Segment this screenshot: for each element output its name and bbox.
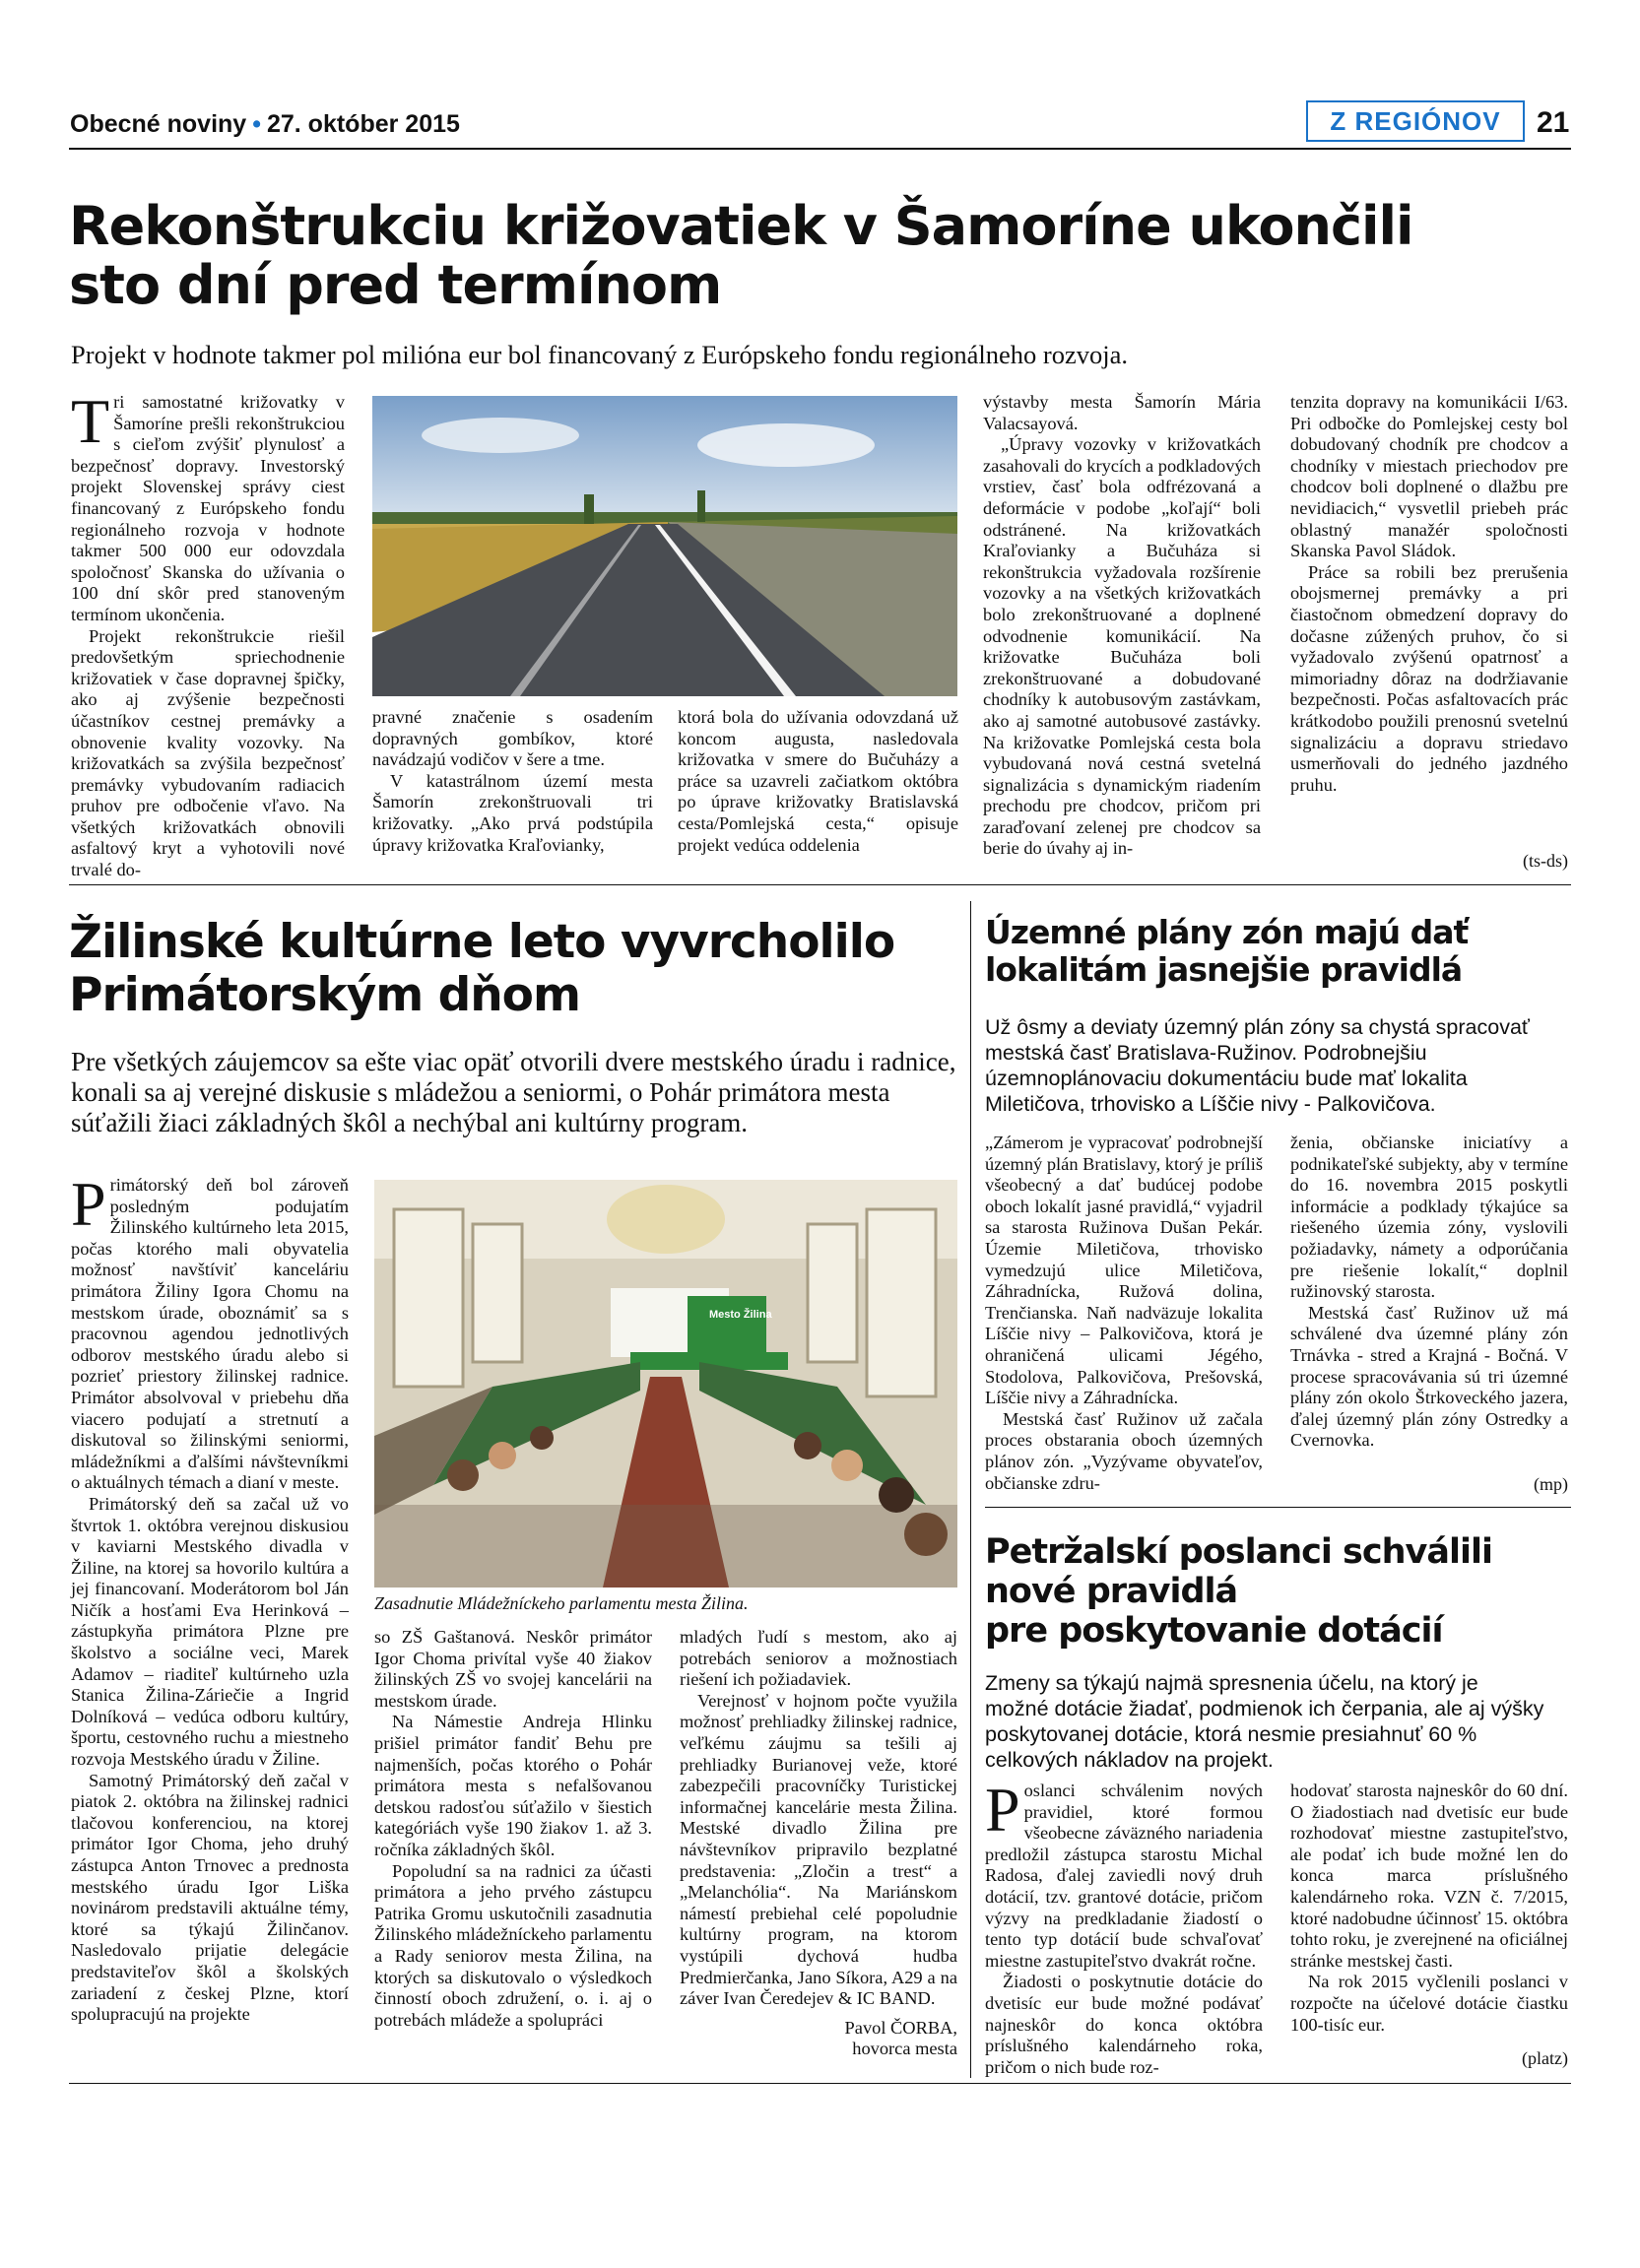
- paragraph: Projekt rekonštrukcie riešil predovšetkým spriechodnenie križovatiek v čase dopravnej špičky, ako aj zvýšenie bezpečnosti účastníkov cestnej premávky a obnovenie kvality vozovky. Na križovatkách sa zvýšila bezpečnosť premávky vybudovaním radiacich pruhov pre odbočenie vľavo. Na všetkých križovatkách obnovili asfaltový kryt a vyhotovili nové trvalé do-: [71, 625, 345, 880]
- paragraph: Žiadosti o poskytnutie dotácie do dvetisíc eur bude možné podávať najneskôr do konca októbra príslušného kalendárneho roka, pričom o nich bude roz-: [985, 1972, 1263, 2077]
- article3-title-line2: lokalitám jasnejšie pravidlá: [985, 950, 1463, 989]
- bullet-icon: •: [252, 110, 261, 138]
- header-rule: [69, 148, 1571, 150]
- article1-title-line1: Rekonštrukciu križovatiek v Šamoríne ukončili: [69, 195, 1413, 257]
- article2-col1: [71, 1169, 349, 2069]
- article2-lead: Pre všetkých záujemcov sa ešte viac opäť otvorili dvere mestského úradu i radnice, konali sa aj verejné diskusie s mládežou a seniormi, o Pohár primátora mesta súťažili žiaci základných škôl a nechýbal ani kultúrny program.: [71, 1047, 956, 1137]
- article4-col2: [1290, 1781, 1568, 2046]
- paragraph: hodovať starosta najneskôr do 60 dní. O žiadostiach nad dvetisíc eur bude rozhodovať miestne zastupiteľstvo, ale podať ich bude možné len do konca marca príslušného kalendárneho roka. VZN č. 7/2015, ktoré nadobudne účinnosť 15. októbra tohto roku, je zverejnené na oficiálnej stránke mestskej časti.: [1290, 1781, 1568, 1971]
- author-role: hovorca mesta: [852, 2039, 957, 2059]
- article2-col3: [680, 1627, 957, 2070]
- paragraph: ženia, občianske iniciatívy a podnikateľské subjekty, aby v termíne do 16. novembra 2015 poskytli informácie a podklady týkajúce sa riešeného územia zóny, vyslovili požiadavky, námety a odporúčania pre riešenie lokalít,“ doplnil ružinovský starosta.: [1290, 1133, 1568, 1302]
- paragraph: ktorá bola do užívania odovzdaná už koncom augusta, nasledovala križovatka v smere do Bučuházy a práce sa uzavreli začiatkom októbra po úprave križovatky Bratislavská cesta/Pomlejská cesta,“ opisuje projekt vedúca oddelenia: [678, 707, 958, 855]
- article4-headline: [985, 1532, 1576, 1651]
- paragraph: Samotný Primátorský deň začal v piatok 2. októbra na žilinskej radnici tlačovou konferenciou, na ktorej primátor Igor Choma, jeho druhý zástupca Anton Trnovec a prednosta mestského úradu Igor Liška novinárom predstavili aktuálne témy, ktoré sa týkajú Žilinčanov. Nasledovalo prijatie delegácie predstaviteľov škôl a školských zariadení z českej Plzne, ktorí spolupracujú na projekte: [71, 1770, 349, 2025]
- paragraph: „Úpravy vozovky v križovatkách zasahovali do krycích a podkladových vrstiev, časť bola odfrézovaná a deformácie v podobe „koľají“ boli odstránené. Na križovatkách Kraľovianky a Bučuháza si rekonštrukcia vyžadovala rozšírenie vozovky a na všetkých križovatkách bolo zrekonštruované a doplnené odvodnenie komunikácií. Na križovatke Bučuháza boli zrekonštruované a dobudované chodníky k autobusovým zastávkam, ako aj samotné autobusové zastávky. Na križovatke Pomlejská cesta bola vybudovaná nová cestná svetelná signalizácia s dynamickým riadením prechodu pre chodcov, pričom pri zaraďovaní zelenej pre chodcov sa berie do úvahy aj in-: [983, 434, 1261, 859]
- paragraph: tenzita dopravy na komunikácii I/63. Pri odbočke do Pomlejskej cesty bol dobudovaný chodník pre chodcov a chodníky v miestach priechodov pre chodcov boli doplnené o dlažbu pre nevidiacich,“ vysvetlil priebeh prác oblastný manažér spoločnosti Skanska Pavol Sládok.: [1290, 392, 1568, 561]
- article2-title-line1: Žilinské kultúrne leto vyvrcholilo: [69, 915, 895, 969]
- paragraph: Práce sa robili bez prerušenia obojsmernej premávky a pri čiastočnom obmedzení dopravy do dočasne zúžených pruhov, čo si vyžadovalo zvýšenú opatrnosť a mimoriadny dôraz na dodržiavanie bezpečnosti. Počas asfaltovacích prác krátkodobo použili prenosnú svetelnú signalizáciu a dopravu striedavo usmerňovali do jedného jazdného pruhu.: [1290, 561, 1568, 795]
- article1-signature: (ts-ds): [1523, 851, 1568, 871]
- divider: [985, 1507, 1571, 1508]
- article2-headline: [69, 916, 975, 1022]
- paragraph: Na Námestie Andreja Hlinku prišiel primátor fandiť Behu pre najmenších, počas ktorého o Pohár primátora mesta s nefalšovanou detskou radosťou súťažilo v šiestich kategóriách vyše 190 žiakov 1. až 3. ročníka základných škôl.: [374, 1712, 652, 1859]
- article4-col1: [985, 1775, 1263, 2077]
- article1-col2: [372, 707, 653, 876]
- council-hall-illustration: [374, 1180, 957, 1588]
- paragraph: Na rok 2015 vyčlenili poslanci v rozpočte na účelové dotácie čiastku 100-tisíc eur.: [1290, 1972, 1568, 2035]
- publication-name: Obecné noviny: [70, 110, 247, 138]
- article4-title-line1: Petržalskí poslanci schválili: [985, 1532, 1492, 1572]
- paragraph: Primátorský deň sa začal už vo štvrtok 1. októbra verejnou diskusiou v kaviarni Mestského divadla v Žiline, na ktorej sa hovorilo kultúra a jej financovaní. Moderátorom bol Ján Ničík a hosťami Eva Herinková – zástupkyňa primátora Plzne pre školstvo a sociálne veci, Marek Adamov – riaditeľ kultúrneho uzla Stanica Žilina-Záriečie a Ingrid Dolníková – vedúca odboru kultúry, športu, cestovného ruchu a miestneho rozvoja Mestského úradu v Žiline.: [71, 1493, 349, 1770]
- article1-col4: [983, 392, 1261, 876]
- article3-signature: (mp): [1534, 1474, 1568, 1494]
- article1-col3: [678, 707, 958, 876]
- dropcap: P: [985, 1775, 1020, 1845]
- article3-headline: [985, 914, 1576, 989]
- issue-date: 27. október 2015: [266, 110, 460, 138]
- paragraph: „Zámerom je vypracovať podrobnejší územný plán Bratislavy, ktorý je príliš všeobecný a dať budúcej podobe oboch lokalít jasné pravidlá,“ vyjadril sa starosta Ružinova Dušan Pekár. Územie Miletičova, trhovisko vymedzujú ulice Miletičova, Záhradnícka, Ružová dolina, Trenčianska. Naň nadväzuje lokalita Líščie nivy – Palkovičova, ktorá je ohraničená ulicami Jégého, Stodolova, Palkovičova, Prešovská, Líščie nivy a Záhradnícka.: [985, 1133, 1263, 1408]
- masthead: [70, 110, 460, 139]
- column-divider: [970, 901, 971, 2078]
- paragraph: výstavby mesta Šamorín Mária Valacsayová.: [983, 392, 1261, 433]
- article3-title-line1: Územné plány zón majú dať: [985, 913, 1469, 951]
- article1-lead: Projekt v hodnote takmer pol milióna eur bol financovaný z Európskeho fondu regionálneho rozvoja.: [71, 340, 1128, 369]
- dropcap: T: [71, 386, 110, 456]
- section-label: Z REGIÓNOV: [1306, 100, 1525, 142]
- paragraph: ri samostatné križovatky v Šamoríne prešli rekonštrukciou s cieľom zvýšiť plynulosť a bezpečnosť dopravy. Investorský projekt Slovenskej správy ciest financovaný z Európskeho fondu regionálneho rozvoja v hodnote takmer 500 000 eur odovzdala spoločnosť Skanska do užívania o 100 dní skôr pred stanoveným termínom ukončenia.: [71, 392, 345, 624]
- article1-headline: [69, 197, 1571, 315]
- paragraph: Popoludní sa na radnici za účasti primátora a jeho prvého zástupcu Patrika Gromu uskutočnili zasadnutia Žilinského mládežníckeho parlamentu a Rady seniorov mesta Žilina, na ktorých sa diskutovalo o výsledkoch činností oboch združení, o. i. aj o potrebách mládeže a spolupráci: [374, 1860, 652, 2030]
- article3-lead: Už ôsmy a deviaty územný plán zóny sa chystá spracovať mestská časť Bratislava-Ružinov. Podrobnejšiu územnoplánovaciu dokumentáciu bude mať lokalita Miletičova, trhovisko a Líščie nivy - Palkovičova.: [985, 1015, 1530, 1116]
- road-photo: [372, 396, 957, 696]
- paragraph: pravné značenie s osadením dopravných gombíkov, ktoré navádzajú vodičov v šere a tme.: [372, 707, 653, 770]
- article2-col2: [374, 1627, 652, 2070]
- article1-col5: [1290, 392, 1568, 855]
- divider: [69, 884, 1571, 885]
- paragraph: so ZŠ Gaštanová. Neskôr primátor Igor Choma privítal vyše 40 žiakov žilinských ZŠ vo svojej kancelárii na mestskom úrade.: [374, 1627, 652, 1711]
- council-photo: [374, 1180, 957, 1588]
- road-illustration: [372, 396, 957, 696]
- article4-lead: Zmeny sa týkajú najmä spresnenia účelu, na ktorý je možné dotácie žiadať, podmienok ich čerpania, ale aj výšky poskytovanej dotácie, ktorá nesmie presiahnuť 60 % celkových nákladov na projekt.: [985, 1671, 1544, 1772]
- article4-title-line3: pre poskytovanie dotácií: [985, 1611, 1443, 1651]
- article3-col2: [1290, 1133, 1568, 1477]
- article1-col1: [71, 386, 345, 880]
- paragraph: V katastrálnom území mesta Šamorín zrekonštruovali tri križovatky. „Ako prvá podstúpila úpravy križovatka Kraľovianky,: [372, 770, 653, 855]
- dropcap: P: [71, 1169, 106, 1239]
- paragraph: mladých ľudí s mestom, ako aj potrebách seniorov a možnostiach riešení ich požiadaviek.: [680, 1627, 957, 1690]
- paragraph: Verejnosť v hojnom počte využila možnosť prehliadky žilinskej radnice, veľkému záujmu sa tešili aj prehliadky Burianovej veže, ktoré zabezpečili pracovníčky Turistickej informačnej kancelárie mesta Žilina. Mestské divadlo Žilina pre návštevníkov pripravilo bezplatné predstavenia: „Zločin a trest“ a „Melanchólia“. Na Mariánskom námestí prebiehal celé popoludnie kultúrny program, na ktorom vystúpili dychová hudba Predmierčanka, Jano Síkora, A29 a na záver Ivan Čeredejev & IC BAND.: [680, 1690, 957, 2009]
- article4-signature: (platz): [1522, 2048, 1568, 2068]
- paragraph: rimátorský deň bol zároveň posledným podujatím Žilinského kultúrneho leta 2015, počas ktorého mali obyvatelia možnosť navštíviť kanceláriu primátora Žiliny Igora Chomu na mestskom úrade, oboznámiť sa s pracovnou agendou jednotlivých odborov mestského úradu alebo si pozrieť priestory žilinskej radnice. Primátor absolvoval v priebehu dňa viacero podujatí a stretnutí a diskutoval so žilinskými seniormi, mládežníkmi a ďalšími návštevníkmi o aktuálnych témach a dianí v meste.: [71, 1175, 349, 1493]
- paragraph: Mestská časť Ružinov už má schválené dva územné plány zón Trnávka - stred a Krajná - Bočná. V procese spracovávania sú tri územné plány zón okolo Štrkoveckého jazera, ďalej územný plán zóny Ostredky a Cvernovka.: [1290, 1302, 1568, 1451]
- banner-text: Mesto Žilina: [709, 1309, 772, 1321]
- paragraph: Mestská časť Ružinov už začala proces obstarania oboch územných plánov zón. „Vyzývame obyvateľov, občianske zdru-: [985, 1408, 1263, 1493]
- article2-title-line2: Primátorským dňom: [69, 968, 580, 1022]
- page-number: 21: [1537, 106, 1570, 139]
- article4-title-line2: nové pravidlá: [985, 1572, 1238, 1611]
- photo-caption: Zasadnutie Mládežníckeho parlamentu mesta Žilina.: [374, 1593, 749, 1613]
- paragraph: oslanci schválenim nových pravidiel, ktoré formou všeobecne záväzného nariadenia predložil zástupca starostu Michal Radosa, ďalej zaviedli nový druh dotácií, tzv. grantové dotácie, pričom výzvy na predkladanie žiadostí o tento typ dotácií bude schvaľovať miestne zastupiteľstvo dvakrát ročne.: [985, 1781, 1263, 1971]
- article1-title-line2: sto dní pred termínom: [69, 254, 722, 316]
- author-name: Pavol ČORBA,: [844, 2017, 957, 2038]
- article3-col1: [985, 1133, 1263, 1497]
- footer-rule: [69, 2083, 1571, 2084]
